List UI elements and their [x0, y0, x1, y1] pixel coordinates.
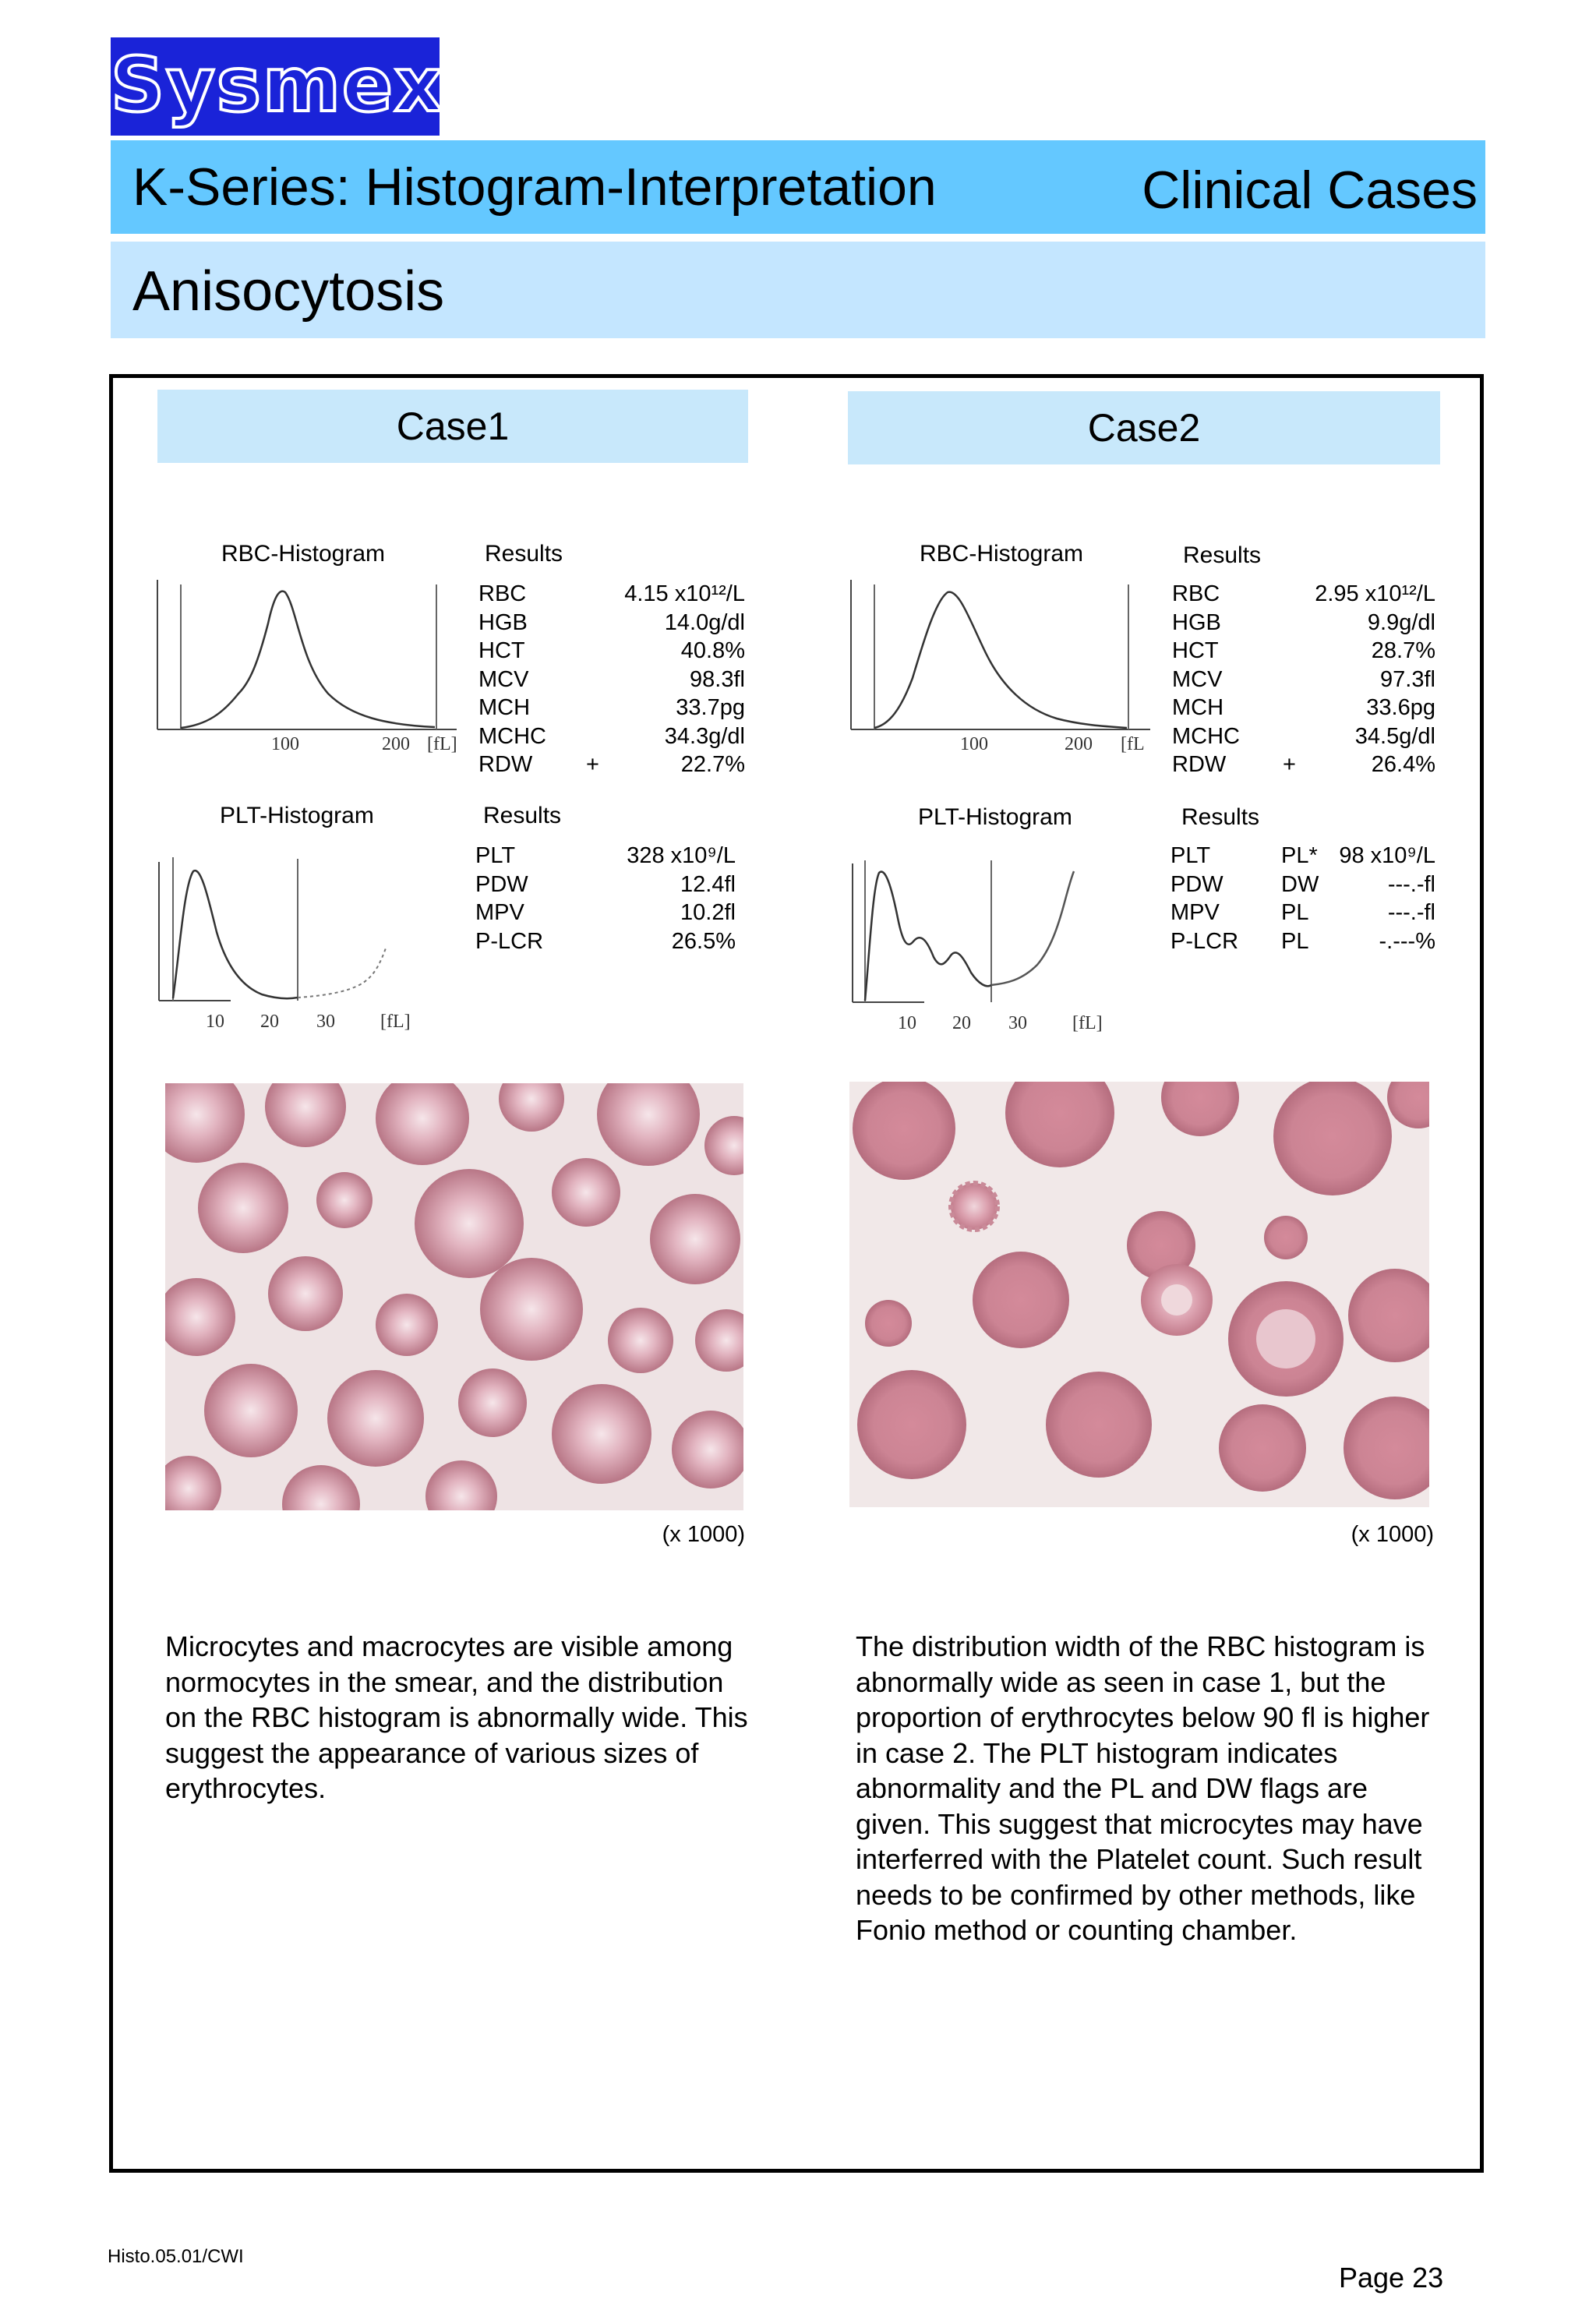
case2-plt-unit: [fL] — [1072, 1013, 1103, 1033]
result-flag: DW — [1281, 871, 1319, 897]
result-value: 4.15 x10¹²/L — [624, 581, 745, 606]
case2-rbc-results-label: Results — [1183, 542, 1262, 568]
case1-pdw-row — [475, 870, 736, 899]
result-name: MCV — [1172, 666, 1223, 692]
result-name: PDW — [1171, 871, 1223, 897]
result-value: 97.3fl — [1380, 666, 1435, 692]
case1-rbc-tick-200: 200 — [382, 734, 410, 754]
result-flag: PL* — [1281, 843, 1318, 868]
title-bar — [111, 140, 1485, 234]
case2-rbc-curve — [874, 592, 1127, 728]
result-value: 40.8% — [680, 638, 745, 663]
result-name: RBC — [478, 581, 527, 606]
case1-plcr-row — [475, 927, 736, 956]
case1-mpv-row — [475, 899, 736, 927]
case2-plt-row — [1171, 842, 1435, 870]
result-value: 34.5g/dl — [1354, 723, 1435, 749]
case1-plt-results — [475, 842, 736, 955]
case2-mpv-row — [1171, 899, 1435, 927]
result-value: 22.7% — [680, 752, 745, 777]
case1-rbc-histogram-label: RBC-Histogram — [221, 541, 386, 567]
case2-description: The distribution width of the RBC histogram is abnormally wide as seen in case 1, but the proportion of erythrocytes below 90 fl is higher in case 2. The PLT histogram indicates abnormality and the PL and DW flags are given. This suggest that microcytes may have interferred with the Platelet count. Such result needs to be confirmed by other methods, like Fonio method or counting chamber. — [856, 1630, 1430, 1946]
case2-rbc-histogram-label: RBC-Histogram — [920, 541, 1084, 567]
document-id: Histo.05.01/CWI — [108, 2246, 244, 2267]
result-name: MPV — [475, 900, 524, 925]
case2-plcr-row — [1171, 927, 1435, 956]
result-value: -.---% — [1379, 928, 1435, 954]
case1-blood-smear-image — [165, 1083, 743, 1510]
result-name: MCV — [478, 666, 529, 692]
case2-pdw-row — [1171, 870, 1435, 899]
case2-blood-smear-image — [849, 1082, 1429, 1507]
subtitle-bar — [111, 242, 1485, 338]
result-name: PLT — [1171, 843, 1211, 868]
case2-mch-row — [1172, 694, 1435, 722]
case1-mchc-row — [478, 722, 745, 751]
case1-rdw-row — [478, 750, 745, 779]
case2-rbc-results — [1172, 580, 1435, 779]
result-value: 26.4% — [1371, 752, 1435, 777]
case1-plt-tick-10: 10 — [206, 1012, 224, 1032]
case2-plt-tick-10: 10 — [898, 1013, 916, 1033]
case1-plt-histogram-label: PLT-Histogram — [220, 803, 374, 828]
case2-plt-tick-20: 20 — [952, 1013, 971, 1033]
case1-smear-drawing — [165, 1083, 743, 1510]
result-name: MPV — [1171, 900, 1220, 925]
case1-plt-unit: [fL] — [380, 1012, 411, 1032]
case1-plt-tick-20: 20 — [260, 1012, 279, 1032]
case1-plt-histogram — [153, 854, 422, 1036]
case1-mch-row — [478, 694, 745, 722]
page-subtitle: Anisocytosis — [132, 260, 445, 323]
result-name: RBC — [1172, 581, 1220, 606]
case1-rbc-results-label: Results — [485, 541, 563, 567]
result-name: MCHC — [478, 723, 546, 749]
case1-plt-curve — [173, 870, 298, 998]
section-title: Clinical Cases — [1142, 161, 1478, 220]
result-value: 2.95 x10¹²/L — [1315, 581, 1435, 606]
case2-plt-tail — [991, 871, 1074, 985]
result-value: 26.5% — [671, 928, 736, 954]
result-flag: + — [1283, 752, 1296, 777]
case2-plt-results — [1171, 842, 1435, 955]
case1-hct-row — [478, 637, 745, 666]
case1-magnification: (x 1000) — [662, 1522, 745, 1547]
case1-description: Microcytes and macrocytes are visible among normocytes in the smear, and the distribution on the RBC histogram is abnormally wide. This suggest the appearance of various sizes of erythrocytes. — [165, 1630, 748, 1804]
result-value: 328 x10⁹/L — [627, 843, 736, 868]
result-name: MCH — [1172, 695, 1224, 720]
result-name: RDW — [478, 752, 533, 777]
case1-plt-tail — [298, 946, 387, 998]
case1-plt-results-label: Results — [483, 803, 562, 828]
result-name: P-LCR — [1171, 928, 1239, 954]
case1-mcv-row — [478, 666, 745, 694]
page-number: Page 23 — [1339, 2262, 1444, 2294]
result-name: HCT — [1172, 638, 1219, 663]
case2-mcv-row — [1172, 666, 1435, 694]
result-value: 34.3g/dl — [664, 723, 745, 749]
case1-plt-row — [475, 842, 736, 870]
case1-rbc-row — [478, 580, 745, 609]
case1-rbc-histogram — [153, 577, 461, 756]
case2-hct-row — [1172, 637, 1435, 666]
case2-smear-drawing — [849, 1082, 1429, 1507]
result-name: P-LCR — [475, 928, 544, 954]
case2-plt-histogram — [846, 856, 1116, 1038]
result-value: 33.6pg — [1366, 695, 1435, 720]
case2-rdw-row — [1172, 750, 1435, 779]
result-name: PLT — [475, 843, 516, 868]
case2-rbc-unit: [fL — [1121, 734, 1145, 754]
case2-plt-curve — [865, 872, 991, 1001]
result-value: 98 x10⁹/L — [1339, 843, 1435, 868]
logo-text: Sysmex — [111, 41, 444, 129]
case2-plt-histogram-label: PLT-Histogram — [918, 804, 1072, 830]
result-value: 98.3fl — [690, 666, 745, 692]
result-value: 14.0g/dl — [664, 609, 745, 635]
case2-hgb-row — [1172, 609, 1435, 637]
result-flag: PL — [1281, 900, 1309, 925]
result-name: PDW — [475, 871, 528, 897]
case1-rbc-results — [478, 580, 745, 779]
page-title: K-Series: Histogram-Interpretation — [132, 157, 937, 217]
result-name: HGB — [1172, 609, 1221, 635]
case2-title: Case2 — [848, 391, 1440, 464]
case2-rbc-row — [1172, 580, 1435, 609]
result-name: HCT — [478, 638, 525, 663]
case2-mchc-row — [1172, 722, 1435, 751]
case2-rbc-tick-100: 100 — [960, 734, 988, 754]
case1-hgb-row — [478, 609, 745, 637]
result-name: MCHC — [1172, 723, 1240, 749]
case2-plt-results-label: Results — [1181, 804, 1260, 830]
result-value: 10.2fl — [680, 900, 736, 925]
case2-magnification: (x 1000) — [1351, 1522, 1434, 1547]
result-flag: + — [586, 752, 599, 777]
result-value: ---.-fl — [1387, 871, 1435, 897]
result-value: ---.-fl — [1387, 900, 1435, 925]
result-name: HGB — [478, 609, 528, 635]
result-name: MCH — [478, 695, 531, 720]
result-value: 12.4fl — [680, 871, 736, 897]
case1-plt-tick-30: 30 — [316, 1012, 335, 1032]
result-value: 28.7% — [1371, 638, 1435, 663]
case2-plt-tick-30: 30 — [1008, 1013, 1027, 1033]
case1-rbc-curve — [181, 592, 435, 728]
case2-rbc-tick-200: 200 — [1065, 734, 1093, 754]
sysmex-logo — [111, 37, 444, 136]
case1-rbc-tick-100: 100 — [271, 734, 299, 754]
case1-rbc-unit: [fL] — [427, 734, 457, 754]
result-value: 9.9g/dl — [1367, 609, 1435, 635]
result-value: 33.7pg — [676, 695, 745, 720]
result-flag: PL — [1281, 928, 1309, 954]
case2-rbc-histogram — [846, 577, 1155, 756]
case1-title: Case1 — [157, 390, 748, 463]
result-name: RDW — [1172, 752, 1227, 777]
